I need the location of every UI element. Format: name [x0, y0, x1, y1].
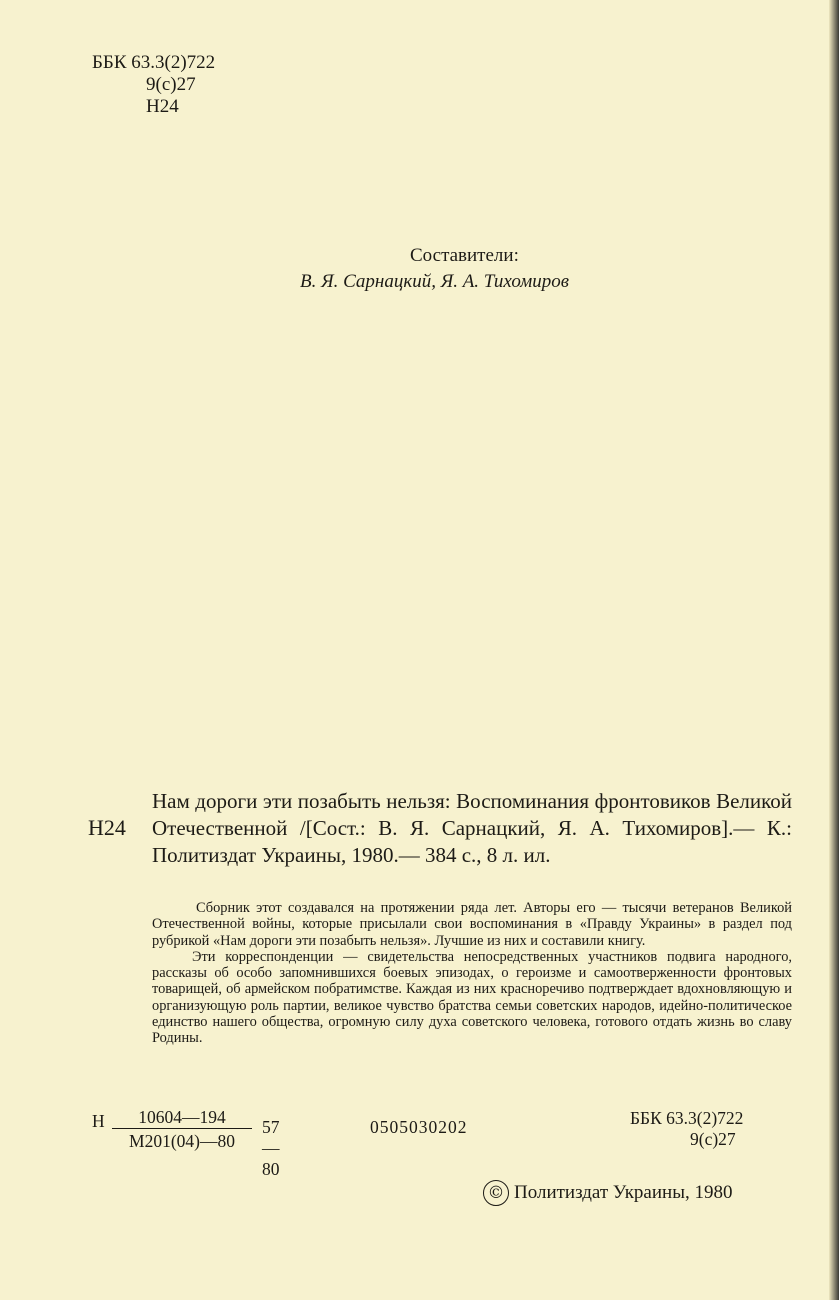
bbk-bottom-line-2: 9(с)27	[690, 1129, 736, 1149]
compilers-label: Составители:	[410, 245, 519, 266]
index-denominator: М201(04)—80	[129, 1131, 235, 1151]
index-middle: 57—80	[262, 1117, 280, 1179]
bibliographic-entry	[152, 788, 792, 869]
index-numerator: 10604—194	[112, 1107, 252, 1129]
bbk-line-2: 9(с)27	[146, 74, 196, 95]
bbk-classification-top	[92, 52, 215, 118]
index-code: 0505030202	[370, 1117, 468, 1137]
compilers-block	[300, 243, 569, 295]
compilers-names: В. Я. Сарнацкий, Я. А. Тихомиров	[300, 271, 570, 292]
index-fraction	[112, 1107, 252, 1151]
copyright-notice	[483, 1180, 732, 1206]
bbk-bottom-line-1: ББК 63.3(2)722	[630, 1108, 744, 1128]
bbk-classification-bottom	[630, 1108, 743, 1150]
author-mark: Н24	[88, 815, 126, 840]
abstract-block	[152, 900, 792, 1047]
abstract-paragraph-1: Сборник этот создавался на протяжении ряда лет. Авторы его — тысячи ветеранов Великой Отечественной войны, которые присылали свои воспоминания в «Правду Украины» в раздел под рубрикой «Нам дороги эти позабыть нельзя». Лучшие из них и составили книгу.	[152, 900, 792, 949]
bbk-line-3: Н24	[146, 96, 179, 117]
copyright-text: Политиздат Украины, 1980	[514, 1182, 733, 1203]
bbk-line-1: ББК 63.3(2)722	[92, 52, 216, 73]
copyright-icon: ©	[483, 1180, 509, 1206]
abstract-paragraph-2: Эти корреспонденции — свидетельства непосредственных участников подвига народного, рассказы об особо запомнившихся боевых эпизодах, о героизме и самоотверженности фронтовых товарищей, об армейском побратимстве. Каждая из них красноречиво подтверждает вдохновляющую и организующую роль партии, великое чувство братства семьи советских народов, идейно-политическое единство нашего общества, огромную силу духа советского человека, готового отдать жизнь во славу Родины.	[152, 948, 792, 1047]
page-edge-shadow	[829, 0, 839, 1300]
index-letter: Н	[92, 1111, 105, 1131]
entry-text: Нам дороги эти позабыть нельзя: Воспоминания фронтовиков Великой Отечественной /[Сост.: В. Я. Сарнацкий, Я. А. Тихомиров].— К.: Политиздат Украины, 1980.— 384 с., 8 л. ил.	[152, 789, 792, 867]
